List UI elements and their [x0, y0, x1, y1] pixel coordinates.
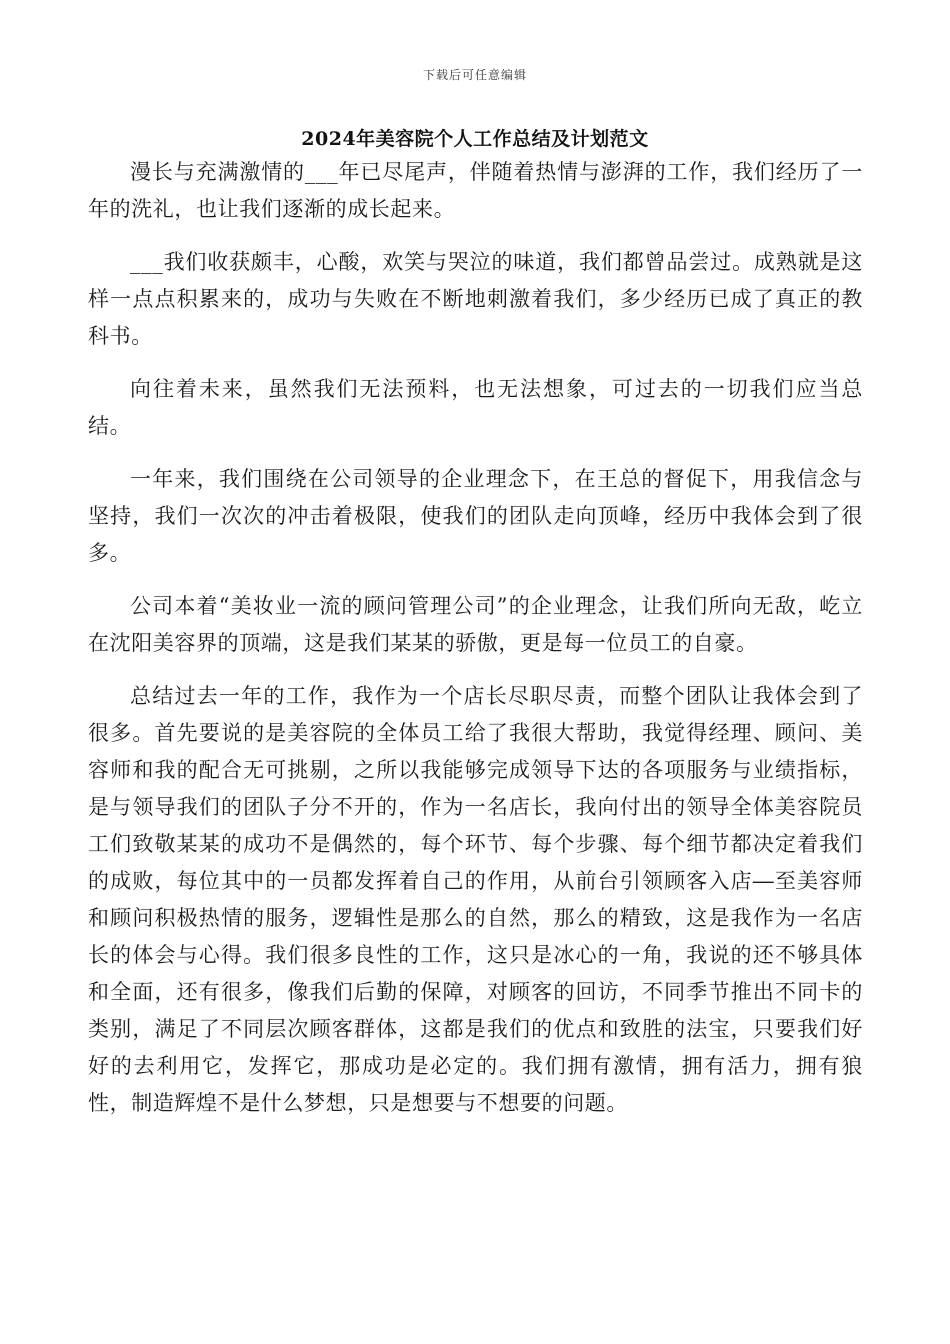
paragraph-3: 向往着未来，虽然我们无法预料，也无法想象，可过去的一切我们应当总结。: [88, 377, 863, 438]
paragraph-6: 总结过去一年的工作，我作为一个店长尽职尽责，而整个团队让我体会到了很多。首先要说的是美容院的全体员工给了我很大帮助，我觉得经理、顾问、美容师和我的配合无可挑剔，之所以我能够完成领导下达的各项服务与业绩指标，是与领导我们的团队子分不开的，作为一名店长，我向付出的领导全体美容院员工们致敬某某的成功不是偶然的，每个环节、每个步骤、每个细节都决定着我们的成败，每位其中的一员都发挥着自己的作用，从前台引领顾客入店―至美容师和顾问积极热情的服务，逻辑性是那么的自然，那么的精致，这是我作为一名店长的体会与心得。我们很多良性的工作，这只是冰心的一角，我说的还不够具体和全面，还有很多，像我们后勤的保障，对顾客的回访，不同季节推出不同卡的类别，满足了不同层次顾客群体，这都是我们的优点和致胜的法宝，只要我们好好的去利用它，发挥它，那成功是必定的。我们拥有激情，拥有活力，拥有狼性，制造辉煌不是什么梦想，只是想要与不想要的问题。: [88, 684, 863, 1115]
document-title: 2024年美容院个人工作总结及计划范文: [301, 128, 649, 150]
paragraph-5: 公司本着“美妆业一流的顾问管理公司”的企业理念，让我们所向无敌，屹立在沈阳美容界的顶端，这是我们某某的骄傲，更是每一位员工的自豪。: [88, 594, 863, 655]
paragraph-4: 一年来，我们围绕在公司领导的企业理念下，在王总的督促下，用我信念与坚持，我们一次次的冲击着极限，使我们的团队走向顶峰，经历中我体会到了很多。: [88, 467, 863, 565]
paragraph-1: 漫长与充满激情的___年已尽尾声，伴随着热情与澎湃的工作，我们经历了一年的洗礼，也让我们逐渐的成长起来。: [88, 160, 863, 221]
paragraph-2: ___我们收获颇丰，心酸，欢笑与哭泣的味道，我们都曾品尝过。成熟就是这样一点点积累来的，成功与失败在不断地刺激着我们，多少经历已成了真正的教科书。: [88, 250, 863, 348]
header-note: 下载后可任意编辑: [422, 68, 527, 82]
document-body: [88, 150, 863, 1138]
